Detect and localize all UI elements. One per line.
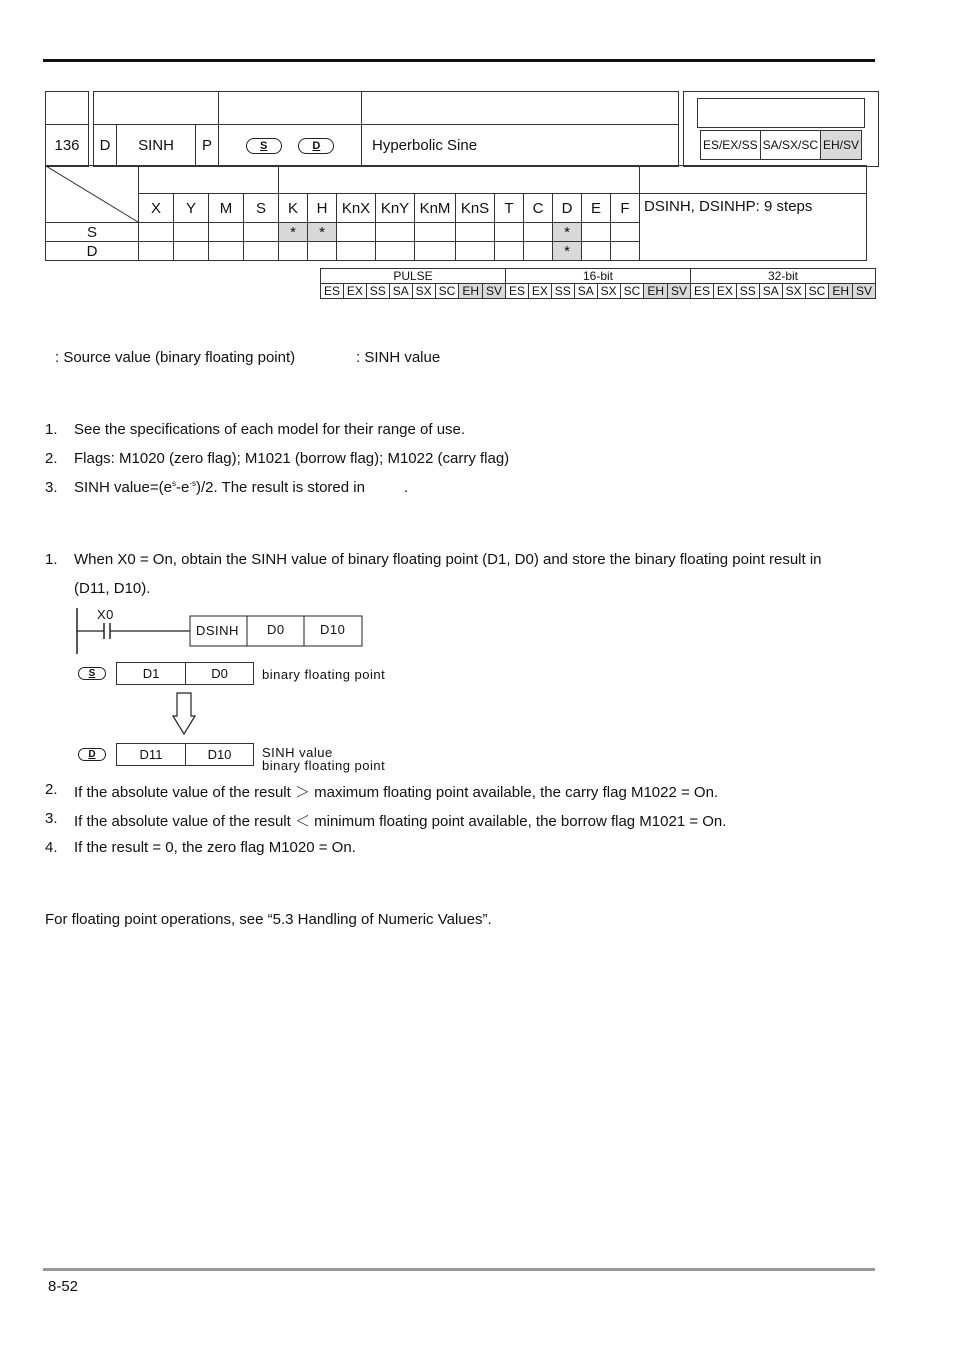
pulse-model-cell: EX	[528, 284, 551, 299]
col-x: X	[139, 194, 174, 223]
cell	[495, 223, 524, 242]
cell	[456, 223, 495, 242]
mnemonic: SINH	[117, 124, 196, 166]
col-kny: KnY	[376, 194, 415, 223]
explanation-2-num: 2.	[45, 450, 58, 467]
d-oval-tag: D	[78, 748, 106, 761]
s-high-word: D1	[117, 663, 186, 685]
pulse-model-cell: SS	[366, 284, 389, 299]
explanation-3-num: 3.	[45, 479, 58, 496]
d-note-1: SINH value	[262, 745, 333, 760]
operand-corner	[46, 166, 139, 223]
pulse-model-cell: SV	[668, 284, 691, 299]
s-oval-tag: S	[78, 667, 106, 680]
example-2-num: 2.	[45, 781, 58, 798]
group-16bit: 16-bit	[506, 269, 691, 284]
col-knx: KnX	[337, 194, 376, 223]
example-4-num: 4.	[45, 839, 58, 856]
cell: *	[553, 242, 582, 261]
cell	[415, 242, 456, 261]
cell	[376, 223, 415, 242]
contact-label: X0	[97, 607, 114, 622]
cell	[244, 242, 279, 261]
cell	[456, 242, 495, 261]
col-m: M	[209, 194, 244, 223]
p-suffix: P	[196, 124, 219, 166]
explanation-1-num: 1.	[45, 421, 58, 438]
col-t: T	[495, 194, 524, 223]
formula-part: -e	[175, 479, 190, 496]
s-note: binary floating point	[262, 667, 386, 682]
example-1-num: 1.	[45, 551, 58, 568]
ladder-op2: D10	[320, 622, 346, 637]
cell	[244, 223, 279, 242]
formula-sup: s	[171, 479, 176, 488]
cell	[611, 242, 640, 261]
d-low-word: D10	[186, 744, 254, 766]
example-3: If the absolute value of the result ＜ minimum floating point available, the borrow flag M1021 = On.	[74, 813, 727, 830]
operand-s-desc: : Source value (binary floating point)	[55, 349, 296, 366]
pulse-model-cell: SC	[620, 284, 644, 299]
example-4: If the result = 0, the zero flag M1020 = On.	[74, 839, 356, 856]
operand-table	[45, 165, 867, 261]
pulse-model-cell: SA	[759, 284, 782, 299]
explanation-2: Flags: M1020 (zero flag); M1021 (borrow flag); M1022 (carry flag)	[74, 450, 510, 467]
pulse-model-cell: ES	[321, 284, 344, 299]
cell	[209, 242, 244, 261]
col-e: E	[582, 194, 611, 223]
pulse-model-cell: SC	[805, 284, 829, 299]
row-label-s: S	[46, 223, 139, 242]
cell	[582, 242, 611, 261]
pulse-model-cell: ES	[691, 284, 714, 299]
example-3-num: 3.	[45, 810, 58, 827]
pulse-model-cell: SS	[551, 284, 574, 299]
col-knm: KnM	[415, 194, 456, 223]
pulse-model-cell: SV	[853, 284, 876, 299]
pulse-model-cell: SX	[782, 284, 805, 299]
pulse-model-cell: SV	[483, 284, 506, 299]
cell	[524, 223, 553, 242]
pulse-model-cell: SC	[435, 284, 459, 299]
cell	[279, 242, 308, 261]
d-high-word: D11	[117, 744, 186, 766]
cell	[524, 242, 553, 261]
s-low-word: D0	[186, 663, 254, 685]
group-pulse: PULSE	[321, 269, 506, 284]
col-s: S	[244, 194, 279, 223]
page-number: 8-52	[48, 1278, 79, 1295]
model-2: SA/SX/SC	[760, 131, 820, 160]
cell	[415, 223, 456, 242]
col-h: H	[308, 194, 337, 223]
operand-ovals	[219, 124, 362, 166]
d-note-2: binary floating point	[262, 758, 386, 773]
cell: *	[279, 223, 308, 242]
cell	[337, 242, 376, 261]
pulse-model-cell: SA	[389, 284, 412, 299]
diagonal-line	[46, 166, 138, 222]
explanation-3-end: .	[404, 479, 409, 496]
cell	[139, 223, 174, 242]
pulse-model-cell: SA	[574, 284, 597, 299]
cell	[139, 242, 174, 261]
group-32bit: 32-bit	[691, 269, 876, 284]
col-kns: KnS	[456, 194, 495, 223]
example-1-line1: When X0 = On, obtain the SINH value of binary floating point (D1, D0) and store the binary floating point result in	[74, 551, 822, 568]
formula-part: )/2. The result is stored in	[195, 479, 365, 496]
col-k: K	[279, 194, 308, 223]
pulse-model-cell: EH	[644, 284, 668, 299]
cell: *	[308, 223, 337, 242]
steps-info: DSINH, DSINHP: 9 steps	[640, 194, 867, 261]
col-d: D	[553, 194, 582, 223]
pulse-table	[320, 268, 876, 299]
api-number: 136	[46, 124, 89, 166]
col-y: Y	[174, 194, 209, 223]
ladder-instr: DSINH	[196, 623, 239, 638]
pulse-model-cell: EH	[459, 284, 483, 299]
cell	[376, 242, 415, 261]
cell	[174, 223, 209, 242]
down-arrow-icon	[172, 692, 196, 736]
explanation-3	[74, 479, 365, 496]
col-f: F	[611, 194, 640, 223]
cell	[495, 242, 524, 261]
pulse-model-cell: ES	[506, 284, 529, 299]
instruction-header	[45, 91, 879, 167]
operand-d-desc: : SINH value	[356, 349, 441, 366]
top-rule	[43, 59, 875, 62]
pulse-model-cell: SS	[736, 284, 759, 299]
cell	[174, 242, 209, 261]
cell	[582, 223, 611, 242]
cell	[337, 223, 376, 242]
pulse-model-cell: EX	[713, 284, 736, 299]
pulse-model-cell: SX	[597, 284, 620, 299]
col-c: C	[524, 194, 553, 223]
pulse-model-cell: SX	[412, 284, 435, 299]
operand-s-oval: S	[246, 138, 282, 154]
d-prefix: D	[94, 124, 117, 166]
model-table	[700, 130, 862, 160]
operand-d-oval: D	[298, 138, 334, 154]
pulse-model-cell: EX	[343, 284, 366, 299]
ladder-op1: D0	[267, 622, 285, 637]
explanation-1: See the specifications of each model for their range of use.	[74, 421, 466, 438]
formula-sup: -s	[189, 479, 196, 488]
function-name: Hyperbolic Sine	[362, 124, 679, 166]
cell	[308, 242, 337, 261]
cell	[209, 223, 244, 242]
d-register	[116, 743, 254, 766]
model-blank-box	[697, 98, 865, 128]
s-register	[116, 662, 254, 685]
formula-part: SINH value=(e	[74, 479, 172, 496]
bottom-rule	[43, 1268, 875, 1271]
example-1-line2: (D11, D10).	[74, 580, 151, 597]
cell	[611, 223, 640, 242]
example-2: If the absolute value of the result ＞ maximum floating point available, the carry flag M1022 = On.	[74, 784, 719, 801]
remarks-text: For floating point operations, see “5.3 Handling of Numeric Values”.	[45, 911, 492, 928]
model-3: EH/SV	[821, 131, 862, 160]
row-label-d: D	[46, 242, 139, 261]
pulse-model-cell: EH	[829, 284, 853, 299]
model-1: ES/EX/SS	[700, 131, 760, 160]
cell: *	[553, 223, 582, 242]
